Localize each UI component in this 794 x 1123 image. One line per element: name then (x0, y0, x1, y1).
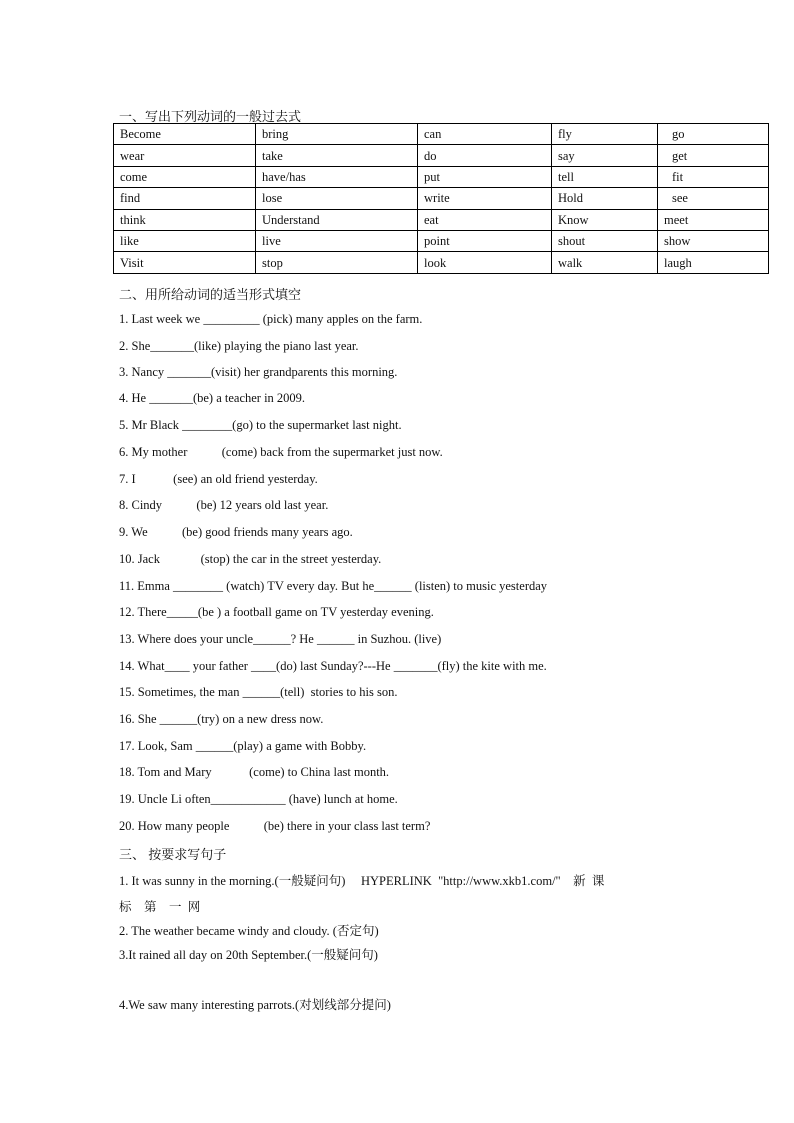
table-row (114, 124, 769, 145)
table-cell: walk (552, 252, 658, 273)
table-cell: bring (256, 124, 418, 145)
table-cell: get (658, 145, 769, 166)
table-cell: meet (658, 209, 769, 230)
exercise-item: 8. Cindy (be) 12 years old last year. (119, 498, 329, 512)
exercise-item: 12. There_____(be ) a football game on TV yesterday evening. (119, 605, 434, 619)
verb-table (113, 123, 769, 274)
table-cell: eat (418, 209, 552, 230)
table-cell: come (114, 166, 256, 187)
table-cell: do (418, 145, 552, 166)
exercise-item: 11. Emma ________ (watch) TV every day. But he______ (listen) to music yesterday (119, 579, 548, 593)
table-cell: think (114, 209, 256, 230)
table-cell: stop (256, 252, 418, 273)
table-cell: Visit (114, 252, 256, 273)
exercise-item: 10. Jack (stop) the car in the street yesterday. (119, 552, 382, 566)
table-row (114, 252, 769, 273)
exercise-item: 1. It was sunny in the morning.(一般疑问句) HYPERLINK "http://www.xkb1.com/" 新 课 (119, 874, 605, 888)
table-cell: fit (658, 166, 769, 187)
exercise-item: 9. We (be) good friends many years ago. (119, 525, 353, 539)
table-row (114, 166, 769, 187)
table-cell: put (418, 166, 552, 187)
table-cell: shout (552, 230, 658, 251)
table-cell: wear (114, 145, 256, 166)
exercise-item: 17. Look, Sam ______(play) a game with Bobby. (119, 739, 367, 753)
table-cell: take (256, 145, 418, 166)
table-cell: see (658, 188, 769, 209)
table-cell: Know (552, 209, 658, 230)
table-cell: look (418, 252, 552, 273)
table-cell: like (114, 230, 256, 251)
exercise-item: 2. She_______(like) playing the piano last year. (119, 339, 359, 353)
table-cell: show (658, 230, 769, 251)
exercise-item: 4. He _______(be) a teacher in 2009. (119, 391, 306, 405)
table-cell: point (418, 230, 552, 251)
exercise-item: 标 第 一 网 (119, 900, 201, 914)
exercise-item: 16. She ______(try) on a new dress now. (119, 712, 324, 726)
exercise-item: 15. Sometimes, the man ______(tell) stories to his son. (119, 685, 398, 699)
table-row (114, 188, 769, 209)
table-cell: live (256, 230, 418, 251)
table-cell: Understand (256, 209, 418, 230)
exercise-item: 5. Mr Black ________(go) to the supermarket last night. (119, 418, 402, 432)
table-cell: fly (552, 124, 658, 145)
exercise-item: 20. How many people (be) there in your class last term? (119, 819, 431, 833)
exercise-item: 3.It rained all day on 20th September.(一般疑问句) (119, 948, 378, 962)
table-cell: Become (114, 124, 256, 145)
table-cell: can (418, 124, 552, 145)
exercise-item: 18. Tom and Mary (come) to China last month. (119, 765, 390, 779)
table-row (114, 209, 769, 230)
exercise-item: 2. The weather became windy and cloudy. (否定句) (119, 924, 379, 938)
table-cell: tell (552, 166, 658, 187)
exercise-item: 13. Where does your uncle______? He ______ in Suzhou. (live) (119, 632, 442, 646)
section3-title: 三、 按要求写句子 (119, 847, 227, 862)
table-cell: find (114, 188, 256, 209)
table-row (114, 230, 769, 251)
exercise-item: 14. What____ your father ____(do) last Sunday?---He _______(fly) the kite with me. (119, 659, 547, 673)
table-row (114, 145, 769, 166)
exercise-item: 7. I (see) an old friend yesterday. (119, 472, 318, 486)
exercise-item: 4.We saw many interesting parrots.(对划线部分提问) (119, 998, 391, 1012)
exercise-item: 3. Nancy _______(visit) her grandparents this morning. (119, 365, 398, 379)
table-cell: go (658, 124, 769, 145)
section2-title: 二、用所给动词的适当形式填空 (119, 287, 302, 302)
exercise-item: 6. My mother (come) back from the supermarket just now. (119, 445, 443, 459)
table-cell: say (552, 145, 658, 166)
table-cell: Hold (552, 188, 658, 209)
exercise-item: 19. Uncle Li often____________ (have) lunch at home. (119, 792, 398, 806)
exercise-item: 1. Last week we _________ (pick) many apples on the farm. (119, 312, 423, 326)
table-cell: have/has (256, 166, 418, 187)
section1-title: 一、写出下列动词的一般过去式 (119, 109, 302, 124)
table-cell: lose (256, 188, 418, 209)
table-cell: laugh (658, 252, 769, 273)
table-cell: write (418, 188, 552, 209)
